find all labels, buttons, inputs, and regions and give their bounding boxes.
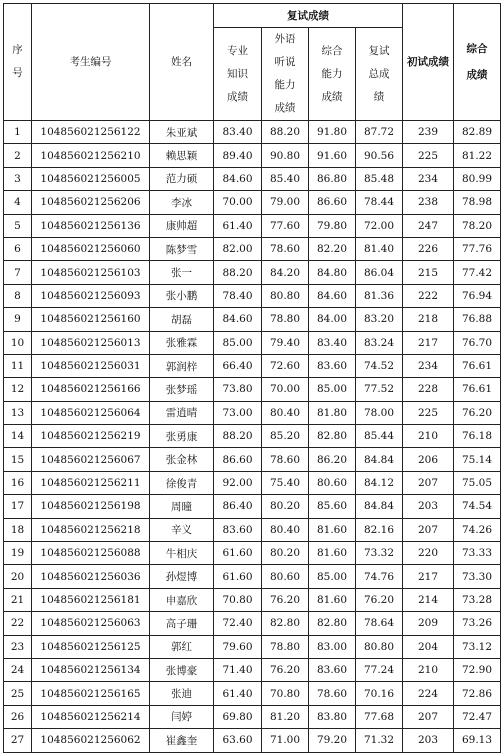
cell-composite: 73.33 [454, 542, 501, 565]
cell-candidate-id: 104856021256093 [32, 284, 150, 307]
cell-general: 86.20 [309, 448, 356, 471]
cell-foreign: 77.60 [262, 214, 309, 237]
cell-initial: 204 [403, 635, 454, 658]
cell-prof: 79.60 [214, 635, 262, 658]
cell-candidate-id: 104856021256036 [32, 565, 150, 588]
cell-initial: 222 [403, 284, 454, 307]
cell-initial: 234 [403, 354, 454, 377]
table-row [4, 448, 501, 471]
cell-seq: 26 [4, 705, 32, 728]
col-header-retest-total: 复试总成绩 [356, 28, 403, 121]
cell-candidate-id: 104856021256206 [32, 191, 150, 214]
cell-composite: 76.61 [454, 354, 501, 377]
cell-initial: 217 [403, 331, 454, 354]
cell-candidate-id: 104856021256214 [32, 705, 150, 728]
table-row [4, 354, 501, 377]
cell-candidate-id: 104856021256122 [32, 121, 150, 144]
cell-general: 81.60 [309, 542, 356, 565]
table-row [4, 425, 501, 448]
cell-seq: 14 [4, 425, 32, 448]
table-row [4, 705, 501, 728]
cell-composite: 72.90 [454, 658, 501, 681]
table-row [4, 518, 501, 541]
cell-candidate-id: 104856021256166 [32, 378, 150, 401]
cell-seq: 4 [4, 191, 32, 214]
cell-name: 张雅霖 [150, 331, 214, 354]
cell-prof: 86.60 [214, 448, 262, 471]
cell-candidate-id: 104856021256165 [32, 682, 150, 705]
cell-prof: 88.20 [214, 261, 262, 284]
cell-retest-total: 84.12 [356, 471, 403, 494]
cell-seq: 17 [4, 495, 32, 518]
cell-prof: 70.80 [214, 588, 262, 611]
cell-candidate-id: 104856021256088 [32, 542, 150, 565]
cell-foreign: 88.20 [262, 121, 309, 144]
cell-prof: 66.40 [214, 354, 262, 377]
col-header-initial: 初试成绩 [403, 4, 454, 121]
cell-name: 郭润梓 [150, 354, 214, 377]
cell-retest-total: 78.00 [356, 401, 403, 424]
cell-general: 79.80 [309, 214, 356, 237]
cell-name: 张小鹏 [150, 284, 214, 307]
table-row [4, 682, 501, 705]
cell-candidate-id: 104856021256005 [32, 167, 150, 190]
cell-seq: 1 [4, 121, 32, 144]
table-row [4, 729, 501, 752]
cell-initial: 220 [403, 542, 454, 565]
cell-name: 高子珊 [150, 612, 214, 635]
cell-retest-total: 82.16 [356, 518, 403, 541]
cell-prof: 71.40 [214, 658, 262, 681]
cell-composite: 72.86 [454, 682, 501, 705]
cell-foreign: 72.60 [262, 354, 309, 377]
cell-composite: 81.22 [454, 144, 501, 167]
cell-seq: 11 [4, 354, 32, 377]
cell-foreign: 81.20 [262, 705, 309, 728]
cell-initial: 207 [403, 705, 454, 728]
cell-composite: 72.47 [454, 705, 501, 728]
cell-general: 86.60 [309, 191, 356, 214]
cell-composite: 76.61 [454, 378, 501, 401]
cell-initial: 214 [403, 588, 454, 611]
cell-prof: 73.00 [214, 401, 262, 424]
cell-name: 牛相庆 [150, 542, 214, 565]
cell-foreign: 80.20 [262, 495, 309, 518]
cell-candidate-id: 104856021256063 [32, 612, 150, 635]
cell-candidate-id: 104856021256211 [32, 471, 150, 494]
cell-name: 孙煜博 [150, 565, 214, 588]
cell-foreign: 79.40 [262, 331, 309, 354]
cell-general: 85.60 [309, 495, 356, 518]
cell-seq: 2 [4, 144, 32, 167]
cell-seq: 27 [4, 729, 32, 752]
cell-prof: 92.00 [214, 471, 262, 494]
cell-general: 78.60 [309, 682, 356, 705]
cell-retest-total: 84.84 [356, 495, 403, 518]
cell-initial: 209 [403, 612, 454, 635]
table-row [4, 191, 501, 214]
cell-foreign: 78.80 [262, 308, 309, 331]
cell-candidate-id: 104856021256062 [32, 729, 150, 752]
table-row [4, 214, 501, 237]
cell-initial: 247 [403, 214, 454, 237]
cell-composite: 76.88 [454, 308, 501, 331]
cell-candidate-id: 104856021256064 [32, 401, 150, 424]
table-row [4, 401, 501, 424]
cell-composite: 73.26 [454, 612, 501, 635]
cell-foreign: 71.00 [262, 729, 309, 752]
score-table [3, 3, 501, 753]
cell-name: 周曈 [150, 495, 214, 518]
cell-composite: 76.20 [454, 401, 501, 424]
cell-name: 张梦瑶 [150, 378, 214, 401]
cell-initial: 239 [403, 121, 454, 144]
cell-foreign: 80.40 [262, 401, 309, 424]
table-row [4, 167, 501, 190]
cell-initial: 215 [403, 261, 454, 284]
cell-initial: 234 [403, 167, 454, 190]
cell-initial: 206 [403, 448, 454, 471]
cell-general: 84.80 [309, 261, 356, 284]
cell-foreign: 80.40 [262, 518, 309, 541]
cell-retest-total: 70.16 [356, 682, 403, 705]
cell-composite: 74.54 [454, 495, 501, 518]
cell-seq: 15 [4, 448, 32, 471]
cell-retest-total: 85.48 [356, 167, 403, 190]
cell-name: 徐俊青 [150, 471, 214, 494]
cell-retest-total: 78.44 [356, 191, 403, 214]
cell-general: 79.20 [309, 729, 356, 752]
col-header-retest-group: 复试成绩 [214, 4, 403, 28]
cell-general: 84.00 [309, 308, 356, 331]
cell-prof: 85.00 [214, 331, 262, 354]
cell-foreign: 90.80 [262, 144, 309, 167]
cell-candidate-id: 104856021256067 [32, 448, 150, 471]
cell-general: 91.80 [309, 121, 356, 144]
cell-retest-total: 87.72 [356, 121, 403, 144]
cell-general: 82.80 [309, 425, 356, 448]
cell-prof: 89.40 [214, 144, 262, 167]
cell-prof: 73.80 [214, 378, 262, 401]
cell-candidate-id: 104856021256136 [32, 214, 150, 237]
table-row [4, 565, 501, 588]
col-header-foreign: 外语听说能力成绩 [262, 28, 309, 121]
cell-composite: 82.89 [454, 121, 501, 144]
cell-seq: 6 [4, 237, 32, 260]
cell-prof: 61.40 [214, 214, 262, 237]
cell-seq: 7 [4, 261, 32, 284]
cell-candidate-id: 104856021256125 [32, 635, 150, 658]
cell-general: 83.60 [309, 354, 356, 377]
cell-name: 申嘉欣 [150, 588, 214, 611]
table-row [4, 612, 501, 635]
cell-seq: 13 [4, 401, 32, 424]
cell-retest-total: 73.32 [356, 542, 403, 565]
cell-general: 81.60 [309, 518, 356, 541]
cell-foreign: 76.20 [262, 588, 309, 611]
col-header-name: 姓名 [150, 4, 214, 121]
cell-name: 张一 [150, 261, 214, 284]
cell-composite: 73.12 [454, 635, 501, 658]
cell-general: 91.60 [309, 144, 356, 167]
cell-initial: 224 [403, 682, 454, 705]
header-row-top [4, 4, 501, 28]
cell-composite: 76.94 [454, 284, 501, 307]
cell-foreign: 75.40 [262, 471, 309, 494]
cell-retest-total: 78.64 [356, 612, 403, 635]
cell-general: 84.60 [309, 284, 356, 307]
cell-candidate-id: 104856021256181 [32, 588, 150, 611]
cell-prof: 84.60 [214, 167, 262, 190]
cell-retest-total: 90.56 [356, 144, 403, 167]
cell-name: 闫婷 [150, 705, 214, 728]
cell-general: 85.00 [309, 565, 356, 588]
table-row [4, 331, 501, 354]
cell-prof: 61.60 [214, 542, 262, 565]
cell-foreign: 85.20 [262, 425, 309, 448]
cell-candidate-id: 104856021256060 [32, 237, 150, 260]
table-row [4, 658, 501, 681]
cell-foreign: 82.80 [262, 612, 309, 635]
cell-name: 张勇康 [150, 425, 214, 448]
cell-seq: 19 [4, 542, 32, 565]
cell-composite: 75.05 [454, 471, 501, 494]
cell-name: 范力硕 [150, 167, 214, 190]
cell-general: 83.60 [309, 658, 356, 681]
table-row [4, 144, 501, 167]
cell-composite: 77.76 [454, 237, 501, 260]
table-row [4, 308, 501, 331]
cell-general: 81.80 [309, 401, 356, 424]
cell-general: 81.60 [309, 588, 356, 611]
cell-retest-total: 86.04 [356, 261, 403, 284]
cell-name: 胡磊 [150, 308, 214, 331]
table-row [4, 237, 501, 260]
cell-composite: 77.42 [454, 261, 501, 284]
col-header-seq: 序号 [4, 4, 32, 121]
cell-composite: 76.70 [454, 331, 501, 354]
cell-seq: 12 [4, 378, 32, 401]
cell-seq: 3 [4, 167, 32, 190]
cell-seq: 8 [4, 284, 32, 307]
cell-seq: 20 [4, 565, 32, 588]
cell-prof: 83.40 [214, 121, 262, 144]
table-row [4, 121, 501, 144]
cell-initial: 218 [403, 308, 454, 331]
cell-candidate-id: 104856021256218 [32, 518, 150, 541]
cell-name: 康帅超 [150, 214, 214, 237]
cell-general: 86.80 [309, 167, 356, 190]
cell-prof: 83.60 [214, 518, 262, 541]
cell-initial: 203 [403, 495, 454, 518]
cell-name: 崔鑫奎 [150, 729, 214, 752]
cell-retest-total: 83.24 [356, 331, 403, 354]
cell-foreign: 80.20 [262, 542, 309, 565]
cell-prof: 69.80 [214, 705, 262, 728]
cell-candidate-id: 104856021256134 [32, 658, 150, 681]
cell-retest-total: 77.52 [356, 378, 403, 401]
cell-candidate-id: 104856021256160 [32, 308, 150, 331]
cell-name: 李冰 [150, 191, 214, 214]
cell-seq: 23 [4, 635, 32, 658]
cell-composite: 76.18 [454, 425, 501, 448]
cell-seq: 22 [4, 612, 32, 635]
cell-name: 郭红 [150, 635, 214, 658]
cell-general: 82.80 [309, 612, 356, 635]
table-row [4, 588, 501, 611]
col-header-candidate-id: 考生编号 [32, 4, 150, 121]
cell-prof: 78.40 [214, 284, 262, 307]
cell-candidate-id: 104856021256103 [32, 261, 150, 284]
cell-seq: 24 [4, 658, 32, 681]
cell-foreign: 79.00 [262, 191, 309, 214]
cell-candidate-id: 104856021256013 [32, 331, 150, 354]
cell-prof: 88.20 [214, 425, 262, 448]
cell-seq: 16 [4, 471, 32, 494]
cell-retest-total: 74.52 [356, 354, 403, 377]
cell-retest-total: 85.44 [356, 425, 403, 448]
col-header-prof: 专业知识成绩 [214, 28, 262, 121]
cell-foreign: 78.60 [262, 237, 309, 260]
cell-general: 83.00 [309, 635, 356, 658]
cell-prof: 61.40 [214, 682, 262, 705]
cell-candidate-id: 104856021256219 [32, 425, 150, 448]
cell-seq: 5 [4, 214, 32, 237]
cell-composite: 69.13 [454, 729, 501, 752]
cell-prof: 72.40 [214, 612, 262, 635]
cell-initial: 207 [403, 471, 454, 494]
table-row [4, 261, 501, 284]
cell-prof: 63.60 [214, 729, 262, 752]
cell-foreign: 80.60 [262, 565, 309, 588]
cell-name: 赖思颖 [150, 144, 214, 167]
cell-initial: 226 [403, 237, 454, 260]
cell-foreign: 85.40 [262, 167, 309, 190]
cell-initial: 238 [403, 191, 454, 214]
cell-composite: 75.14 [454, 448, 501, 471]
col-header-general: 综合能力成绩 [309, 28, 356, 121]
cell-prof: 82.00 [214, 237, 262, 260]
cell-composite: 78.98 [454, 191, 501, 214]
cell-initial: 217 [403, 565, 454, 588]
cell-name: 辛义 [150, 518, 214, 541]
cell-foreign: 84.20 [262, 261, 309, 284]
cell-seq: 9 [4, 308, 32, 331]
table-row [4, 284, 501, 307]
cell-foreign: 78.60 [262, 448, 309, 471]
cell-retest-total: 71.32 [356, 729, 403, 752]
cell-initial: 207 [403, 518, 454, 541]
table-row [4, 471, 501, 494]
cell-name: 张迪 [150, 682, 214, 705]
cell-prof: 61.60 [214, 565, 262, 588]
cell-composite: 80.99 [454, 167, 501, 190]
cell-seq: 18 [4, 518, 32, 541]
cell-name: 张博豪 [150, 658, 214, 681]
cell-foreign: 78.80 [262, 635, 309, 658]
cell-initial: 225 [403, 144, 454, 167]
cell-composite: 73.30 [454, 565, 501, 588]
cell-retest-total: 80.80 [356, 635, 403, 658]
cell-retest-total: 81.40 [356, 237, 403, 260]
cell-composite: 73.28 [454, 588, 501, 611]
cell-foreign: 80.80 [262, 284, 309, 307]
cell-foreign: 76.20 [262, 658, 309, 681]
cell-retest-total: 76.20 [356, 588, 403, 611]
cell-general: 82.20 [309, 237, 356, 260]
cell-seq: 25 [4, 682, 32, 705]
table-row [4, 635, 501, 658]
table-row [4, 495, 501, 518]
cell-general: 83.80 [309, 705, 356, 728]
cell-initial: 225 [403, 401, 454, 424]
cell-initial: 210 [403, 658, 454, 681]
cell-retest-total: 72.00 [356, 214, 403, 237]
cell-candidate-id: 104856021256031 [32, 354, 150, 377]
table-row [4, 542, 501, 565]
cell-candidate-id: 104856021256210 [32, 144, 150, 167]
cell-initial: 203 [403, 729, 454, 752]
cell-retest-total: 77.68 [356, 705, 403, 728]
cell-candidate-id: 104856021256198 [32, 495, 150, 518]
cell-general: 80.60 [309, 471, 356, 494]
cell-name: 陈梦雪 [150, 237, 214, 260]
cell-prof: 70.00 [214, 191, 262, 214]
cell-foreign: 70.80 [262, 682, 309, 705]
table-body [4, 121, 501, 753]
cell-prof: 86.40 [214, 495, 262, 518]
cell-general: 85.00 [309, 378, 356, 401]
cell-initial: 228 [403, 378, 454, 401]
cell-name: 雷逍晴 [150, 401, 214, 424]
cell-foreign: 70.00 [262, 378, 309, 401]
cell-prof: 84.60 [214, 308, 262, 331]
cell-retest-total: 84.84 [356, 448, 403, 471]
cell-retest-total: 83.20 [356, 308, 403, 331]
cell-retest-total: 74.76 [356, 565, 403, 588]
cell-name: 朱亚斌 [150, 121, 214, 144]
cell-initial: 210 [403, 425, 454, 448]
cell-general: 83.40 [309, 331, 356, 354]
cell-retest-total: 81.36 [356, 284, 403, 307]
cell-retest-total: 77.24 [356, 658, 403, 681]
cell-composite: 78.20 [454, 214, 501, 237]
cell-seq: 10 [4, 331, 32, 354]
cell-seq: 21 [4, 588, 32, 611]
col-header-composite: 综合成绩 [454, 4, 501, 121]
cell-name: 张金林 [150, 448, 214, 471]
cell-composite: 74.26 [454, 518, 501, 541]
table-row [4, 378, 501, 401]
